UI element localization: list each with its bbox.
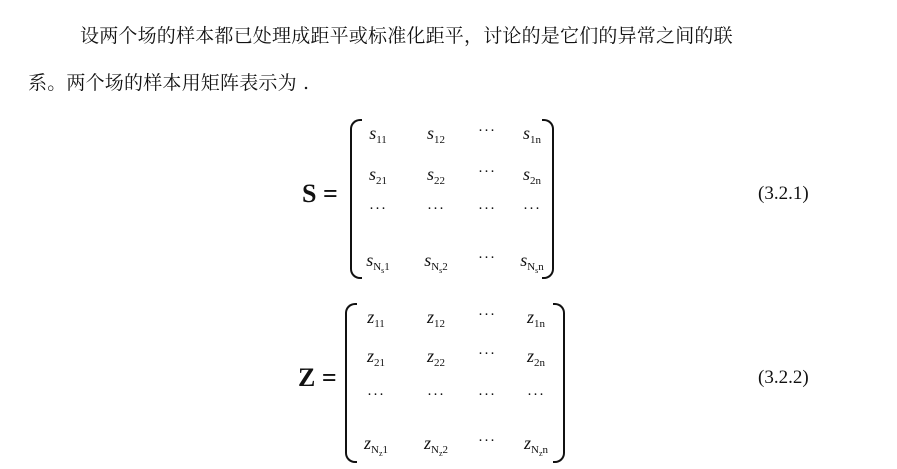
matrix-s-cell-r2c1: $s_{21}$ (368, 164, 387, 187)
matrix-z-cell-r1c2: $z_{12}$ (426, 307, 445, 330)
matrix-z-cell-r3c4: ··· (527, 387, 545, 403)
matrix-z-cell-r3c2: ··· (427, 387, 445, 403)
matrix-z-cell-r2c4: $z_{2n}$ (526, 346, 545, 369)
matrix-z-cell-r4c2: $z_{N_z2}$ (423, 433, 449, 458)
matrix-s-cell-r1c4: $s_{1n}$ (522, 123, 541, 146)
matrix-s-cell-r2c4: $s_{2n}$ (522, 164, 541, 187)
matrix-z-cell-r2c2: $z_{22}$ (426, 346, 445, 369)
matrix-s-cell-r4c2: $s_{N_s2}$ (424, 250, 448, 275)
matrix-z-cell-r2c3: ··· (478, 346, 496, 362)
matrix-z-cell-r2c1: $z_{21}$ (366, 346, 385, 369)
matrix-s-cell-r2c2: $s_{22}$ (426, 164, 445, 187)
equation-z-lhs: Z = (298, 363, 337, 392)
equation-number-z: (3.2.2) (758, 367, 809, 388)
matrix-s-cell-r4c3: ··· (478, 250, 496, 266)
matrix-s-cell-r1c1: $s_{11}$ (369, 123, 387, 146)
matrix-z-cell-r1c4: $z_{1n}$ (526, 307, 545, 330)
paragraph-line-2: 系。两个场的样本用矩阵表示为 . (28, 72, 310, 94)
matrix-s-cell-r1c2: $s_{12}$ (426, 123, 445, 146)
equation-s-lhs: S = (302, 179, 338, 208)
matrix-s-cell-r4c1: $s_{N_s1}$ (366, 250, 390, 275)
matrix-s-cell-r3c3: ··· (478, 201, 496, 217)
matrix-z-cell-r3c3: ··· (478, 387, 496, 403)
matrix-z-cell-r3c1: ··· (367, 387, 385, 403)
matrix-s-cell-r1c3: ··· (478, 123, 496, 139)
matrix-z-cell-r1c3: ··· (478, 307, 496, 323)
paragraph-line-1: 设两个场的样本都已处理成距平或标准化距平，讨论的是它们的异常之间的联 (80, 25, 733, 47)
matrix-s-cell-r3c1: ··· (369, 201, 387, 217)
matrix-s-cell-r4c4: $s_{N_sn}$ (520, 250, 544, 275)
matrix-z-cell-r4c1: $z_{N_z1}$ (363, 433, 389, 458)
matrix-z-cell-r1c1: $z_{11}$ (367, 307, 385, 330)
matrix-s-cell-r3c2: ··· (427, 201, 445, 217)
matrix-s-cell-r2c3: ··· (478, 164, 496, 180)
matrix-s-cell-r3c4: ··· (523, 201, 541, 217)
equation-number-s: (3.2.1) (758, 183, 809, 204)
matrix-z-cell-r4c4: $z_{N_zn}$ (523, 433, 549, 458)
matrix-z-cell-r4c3: ··· (478, 433, 496, 449)
